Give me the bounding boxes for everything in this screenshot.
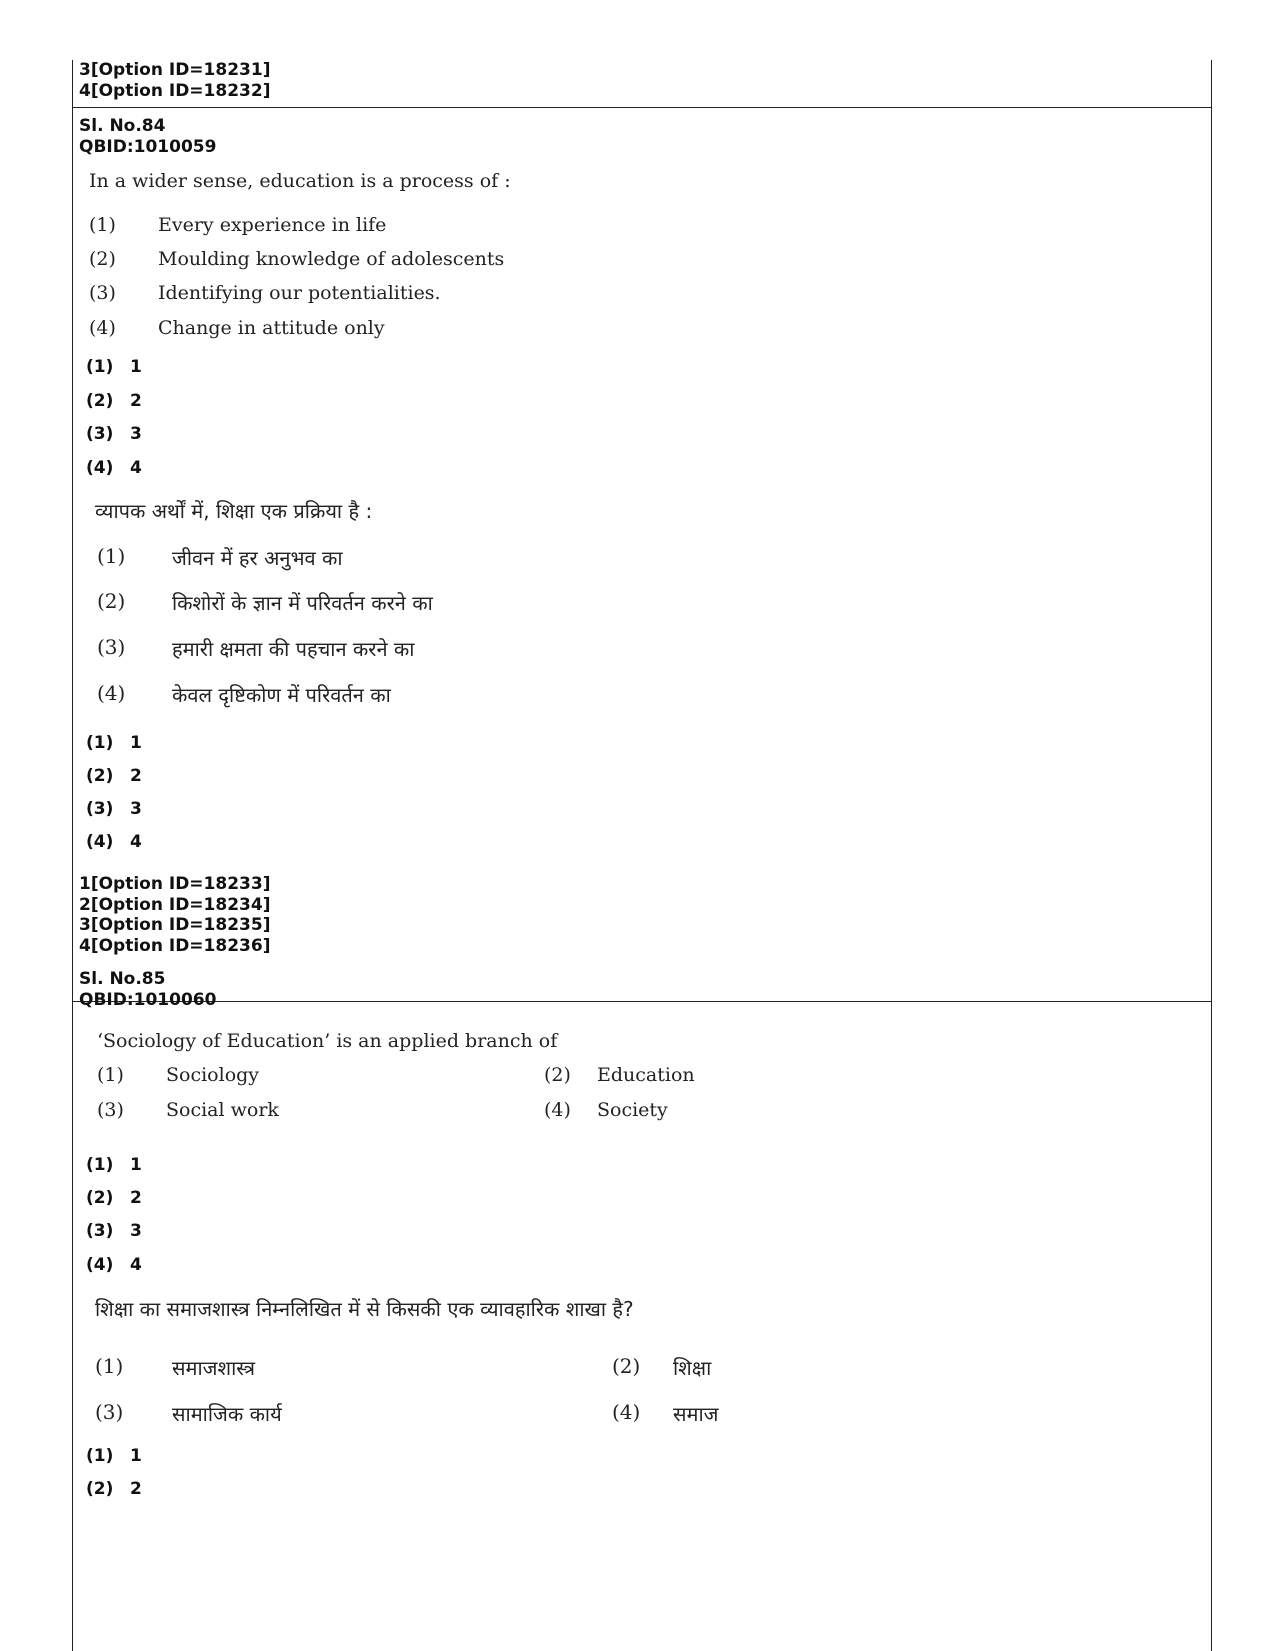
option-row <box>544 1099 668 1121</box>
question-bank-id: QBID:1010059 <box>79 137 217 157</box>
option-text: Sociology <box>166 1064 260 1086</box>
option-number: (1) <box>95 1354 124 1378</box>
option-id-line: 3[Option ID=18231] <box>79 60 271 80</box>
option-text: Education <box>597 1064 695 1086</box>
option-row <box>544 1064 695 1086</box>
option-number: (4) <box>89 317 116 339</box>
option-row <box>95 1354 256 1380</box>
divider <box>72 1001 1212 1002</box>
option-row <box>97 635 415 661</box>
option-text: सामाजिक कार्य <box>172 1402 282 1426</box>
option-row <box>89 214 387 236</box>
answer-choice: (1) 1 <box>86 1155 142 1175</box>
question-text-english: ‘Sociology of Education’ is an applied branch of <box>97 1030 558 1052</box>
option-row <box>95 1400 282 1426</box>
option-number: (2) <box>544 1064 571 1086</box>
option-number: (1) <box>89 214 116 236</box>
option-number: (3) <box>97 1099 124 1121</box>
question-bank-id: QBID:1010060 <box>79 990 217 1010</box>
option-text: हमारी क्षमता की पहचान करने का <box>172 637 415 661</box>
question-text-english: In a wider sense, education is a process of : <box>89 170 511 192</box>
option-number: (4) <box>97 681 126 705</box>
option-text: समाजशास्त्र <box>172 1356 256 1380</box>
serial-number: Sl. No.84 <box>79 116 166 136</box>
option-text: जीवन में हर अनुभव का <box>172 546 343 570</box>
option-text: Change in attitude only <box>158 317 385 339</box>
option-number: (2) <box>89 248 116 270</box>
question-text-hindi: व्यापक अर्थों में, शिक्षा एक प्रक्रिया है : <box>95 499 373 523</box>
answer-choice: (3) 3 <box>86 424 142 444</box>
question-text-hindi: शिक्षा का समाजशास्त्र निम्नलिखित में से किसकी एक व्यावहारिक शाखा है? <box>95 1297 634 1321</box>
option-row <box>89 317 385 339</box>
answer-choice: (3) 3 <box>86 1221 142 1241</box>
answer-choice: (4) 4 <box>86 832 142 852</box>
option-text: Identifying our potentialities. <box>158 282 441 304</box>
option-number: (1) <box>97 1064 124 1086</box>
option-number: (4) <box>544 1099 571 1121</box>
option-number: (3) <box>97 635 126 659</box>
option-number: (3) <box>95 1400 124 1424</box>
answer-choice: (2) 2 <box>86 1188 142 1208</box>
option-row <box>97 1099 279 1121</box>
option-number: (3) <box>89 282 116 304</box>
answer-choice: (2) 2 <box>86 391 142 411</box>
option-text: शिक्षा <box>673 1356 712 1380</box>
answer-choice: (2) 2 <box>86 1479 142 1499</box>
option-text: Society <box>597 1099 668 1121</box>
answer-choice: (2) 2 <box>86 766 142 786</box>
option-number: (2) <box>612 1354 641 1378</box>
option-row <box>97 681 391 707</box>
option-text: Every experience in life <box>158 214 387 236</box>
option-row <box>612 1354 712 1380</box>
answer-choice: (1) 1 <box>86 1446 142 1466</box>
answer-choice: (4) 4 <box>86 1255 142 1275</box>
option-row <box>97 544 343 570</box>
divider <box>72 107 1212 108</box>
answer-choice: (4) 4 <box>86 458 142 478</box>
option-text: केवल दृष्टिकोण में परिवर्तन का <box>172 683 391 707</box>
answer-choice: (1) 1 <box>86 733 142 753</box>
option-text: समाज <box>673 1402 719 1426</box>
serial-number: Sl. No.85 <box>79 969 166 989</box>
option-row <box>89 282 441 304</box>
option-text: Social work <box>166 1099 279 1121</box>
option-row <box>612 1400 719 1426</box>
option-id-line: 2[Option ID=18234] <box>79 895 271 915</box>
option-row <box>89 248 505 270</box>
option-id-line: 4[Option ID=18236] <box>79 936 271 956</box>
option-row <box>97 1064 260 1086</box>
option-row <box>97 589 433 615</box>
option-text: Moulding knowledge of adolescents <box>158 248 505 270</box>
option-id-line: 1[Option ID=18233] <box>79 874 271 894</box>
option-id-line: 4[Option ID=18232] <box>79 81 271 101</box>
answer-choice: (1) 1 <box>86 357 142 377</box>
option-text: किशोरों के ज्ञान में परिवर्तन करने का <box>172 591 433 615</box>
option-number: (2) <box>97 589 126 613</box>
answer-choice: (3) 3 <box>86 799 142 819</box>
option-number: (1) <box>97 544 126 568</box>
option-number: (4) <box>612 1400 641 1424</box>
option-id-line: 3[Option ID=18235] <box>79 915 271 935</box>
